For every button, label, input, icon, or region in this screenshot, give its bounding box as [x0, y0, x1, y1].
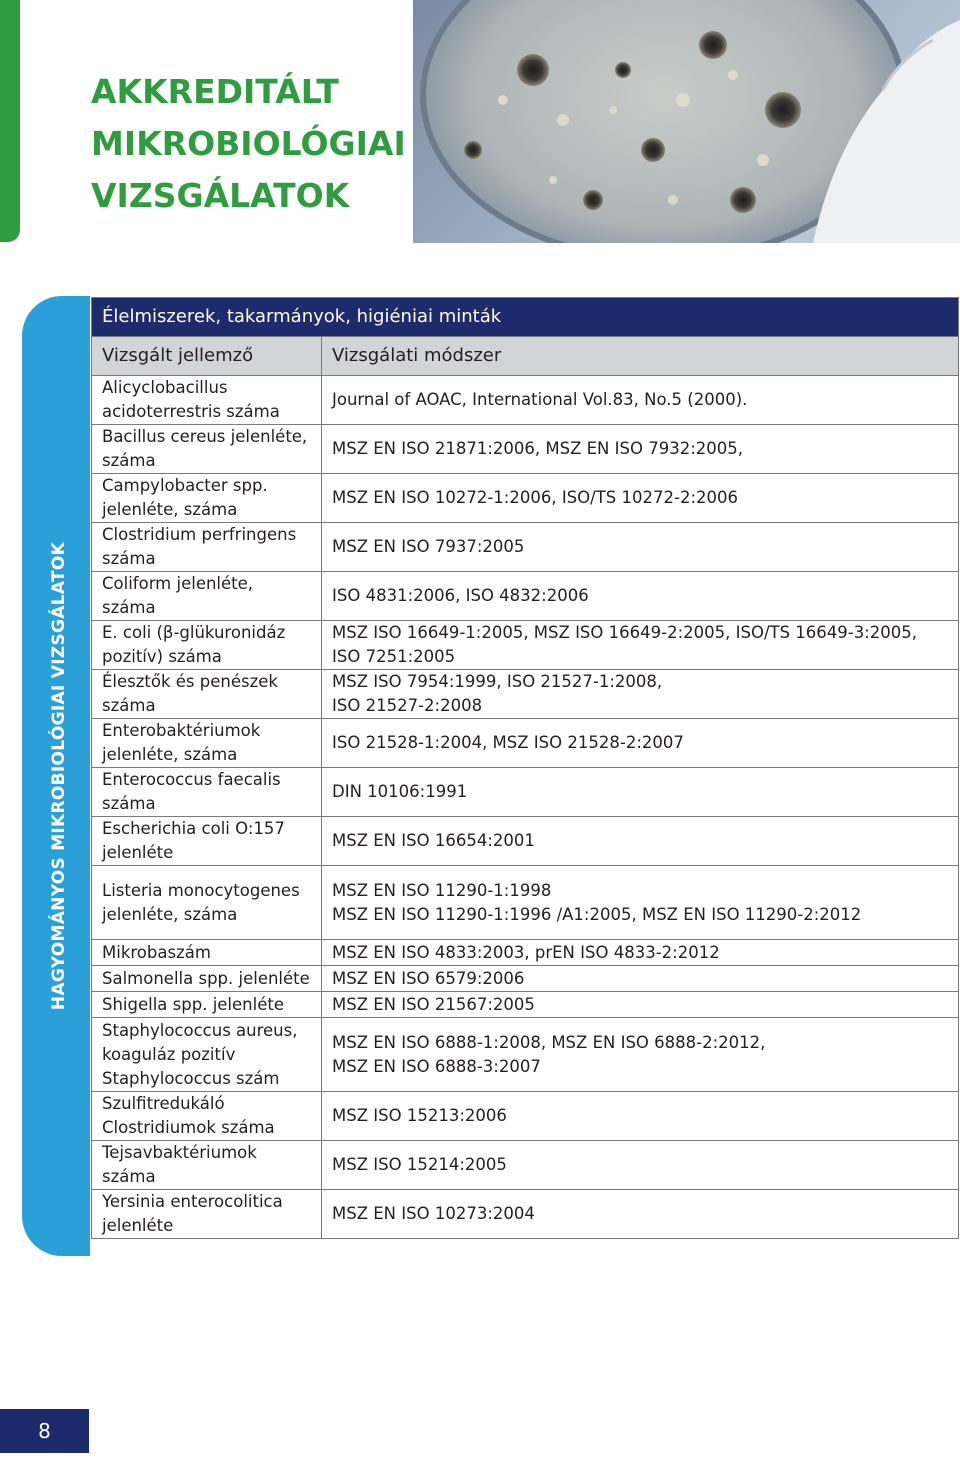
table-row [92, 940, 959, 966]
method-cell [322, 474, 959, 523]
table-row [92, 621, 959, 670]
column-header-parameter: Vizsgált jellemző [92, 337, 322, 376]
title-line-2: MIKROBIOLÓGIAI [91, 124, 406, 163]
method-cell [322, 1018, 959, 1092]
parameter-cell: Campylobacter spp. jelenléte, száma [92, 474, 322, 523]
table-row [92, 817, 959, 866]
method-cell [322, 425, 959, 474]
method-line: MSZ EN ISO 7937:2005 [332, 537, 525, 556]
method-cell [322, 940, 959, 966]
parameter-cell: E. coli (β-glükuronidáz pozitív) száma [92, 621, 322, 670]
method-line: MSZ EN ISO 4833:2003, prEN ISO 4833-2:2012 [332, 942, 720, 962]
parameter-cell: Szulfitredukáló Clostridiumok száma [92, 1092, 322, 1141]
parameter-cell: Escherichia coli O:157 jelenléte [92, 817, 322, 866]
page-title [91, 66, 411, 222]
method-line: MSZ EN ISO 6579:2006 [332, 968, 525, 988]
method-line: ISO 21528-1:2004, MSZ ISO 21528-2:2007 [332, 733, 684, 752]
table-header-row [92, 337, 959, 376]
table-row [92, 1018, 959, 1092]
method-cell [322, 992, 959, 1018]
parameter-cell: Bacillus cereus jelenléte, száma [92, 425, 322, 474]
method-cell [322, 1141, 959, 1190]
method-line: MSZ ISO 15214:2005 [332, 1155, 507, 1174]
method-line: MSZ EN ISO 11290-1:1996 /A1:2005, MSZ EN ISO 11290-2:2012 [332, 904, 862, 924]
method-line: MSZ EN ISO 11290-1:1998 [332, 880, 552, 900]
parameter-cell: Listeria monocytogenes jelenléte, száma [92, 866, 322, 940]
accent-bar [0, 0, 20, 242]
method-line: ISO 4831:2006, ISO 4832:2006 [332, 586, 589, 605]
parameter-cell: Coliform jelenléte, száma [92, 572, 322, 621]
method-line: MSZ ISO 16649-1:2005, MSZ ISO 16649-2:2005, ISO/TS 16649-3:2005, [332, 623, 918, 642]
section-title: Élelmiszerek, takarmányok, higiéniai minták [92, 298, 959, 337]
table-row [92, 866, 959, 940]
method-cell [322, 572, 959, 621]
petri-dish-photo [413, 0, 960, 243]
method-line: MSZ EN ISO 6888-1:2008, MSZ EN ISO 6888-2:2012, [332, 1032, 766, 1052]
method-line: DIN 10106:1991 [332, 782, 468, 801]
parameter-cell: Enterococcus faecalis száma [92, 768, 322, 817]
table-row [92, 523, 959, 572]
method-cell [322, 1190, 959, 1239]
method-cell [322, 866, 959, 940]
method-line: ISO 7251:2005 [332, 647, 456, 666]
methods-table [91, 297, 959, 1239]
column-header-method: Vizsgálati módszer [322, 337, 959, 376]
parameter-cell: Yersinia enterocolitica jelenléte [92, 1190, 322, 1239]
table-row [92, 425, 959, 474]
table-row [92, 1190, 959, 1239]
method-line: MSZ EN ISO 10273:2004 [332, 1204, 535, 1223]
table-row [92, 1092, 959, 1141]
method-cell [322, 523, 959, 572]
method-line: MSZ EN ISO 6888-3:2007 [332, 1056, 541, 1076]
table-row [92, 572, 959, 621]
parameter-cell: Enterobaktériumok jelenléte, száma [92, 719, 322, 768]
method-cell [322, 1092, 959, 1141]
side-tab-label: HAGYOMÁNYOS MIKROBIOLÓGIAI VIZSGÁLATOK [49, 541, 69, 1011]
method-cell [322, 670, 959, 719]
table-row [92, 474, 959, 523]
table-row [92, 992, 959, 1018]
method-line: ISO 21527-2:2008 [332, 696, 483, 715]
method-line: MSZ EN ISO 10272-1:2006, ISO/TS 10272-2:2006 [332, 488, 738, 507]
method-line: MSZ EN ISO 21567:2005 [332, 994, 535, 1014]
parameter-cell: Alicyclobacillus acidoterrestris száma [92, 376, 322, 425]
table-row [92, 966, 959, 992]
parameter-cell: Tejsavbaktériumok száma [92, 1141, 322, 1190]
parameter-cell: Salmonella spp. jelenléte [92, 966, 322, 992]
table-row [92, 376, 959, 425]
parameter-cell: Clostridium perfringens száma [92, 523, 322, 572]
method-cell [322, 376, 959, 425]
table-section-row [92, 298, 959, 337]
method-cell [322, 768, 959, 817]
method-line: MSZ ISO 15213:2006 [332, 1106, 507, 1125]
table-row [92, 1141, 959, 1190]
method-line: MSZ EN ISO 21871:2006, MSZ EN ISO 7932:2005, [332, 439, 744, 458]
method-cell [322, 621, 959, 670]
table-row [92, 719, 959, 768]
title-line-3: VIZSGÁLATOK [91, 176, 350, 215]
parameter-cell: Mikrobaszám [92, 940, 322, 966]
table-row [92, 670, 959, 719]
table-row [92, 768, 959, 817]
parameter-cell: Shigella spp. jelenléte [92, 992, 322, 1018]
page-number: 8 [0, 1409, 89, 1453]
method-cell [322, 966, 959, 992]
method-line: MSZ EN ISO 16654:2001 [332, 831, 535, 850]
method-cell [322, 719, 959, 768]
parameter-cell: Staphylococcus aureus, koaguláz pozitív Staphylococcus szám [92, 1018, 322, 1092]
method-cell [322, 817, 959, 866]
parameter-cell: Élesztők és penészek száma [92, 670, 322, 719]
title-line-1: AKKREDITÁLT [91, 72, 339, 111]
method-line: Journal of AOAC, International Vol.83, No.5 (2000). [332, 390, 748, 409]
method-line: MSZ ISO 7954:1999, ISO 21527-1:2008, [332, 672, 663, 691]
